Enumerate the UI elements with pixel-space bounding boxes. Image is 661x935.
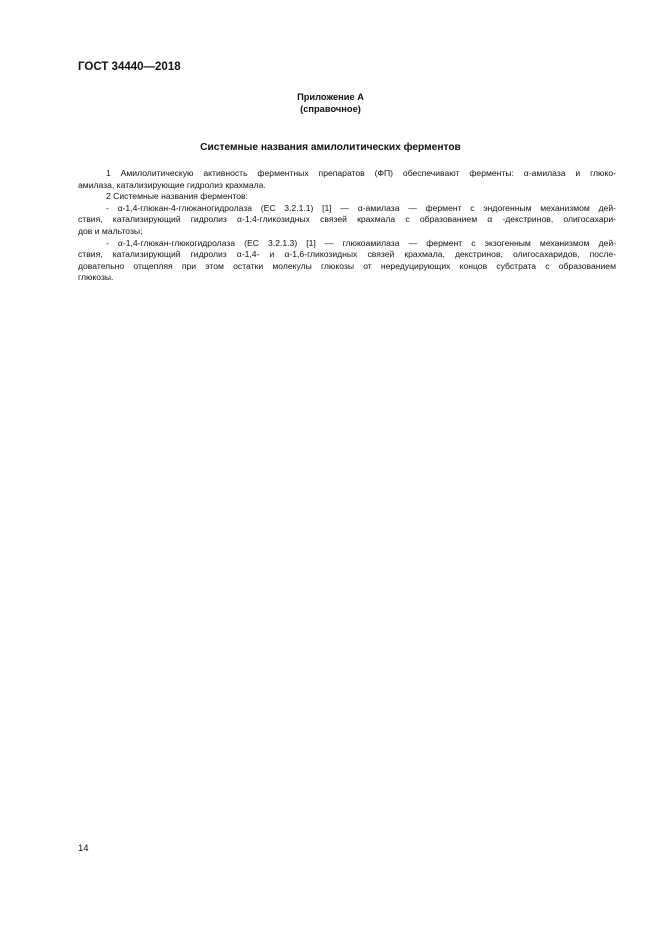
list-item-1-line-1: - α-1,4-глюкан-4-глюканогидролаза (ЕС 3.2.1.1) [1] — α-амилаза — фермент с эндогенным механизмом дей- bbox=[106, 202, 616, 213]
page-number: 14 bbox=[78, 843, 89, 854]
list-item-2-line-4: глюкозы. bbox=[78, 272, 114, 283]
document-body bbox=[78, 168, 616, 284]
appendix-type: (справочное) bbox=[300, 103, 361, 114]
appendix-heading bbox=[0, 92, 661, 115]
list-item-1-line-2: ствия, катализирующий гидролиз α-1,4-гликозидных связей крахмала с образованием α -декстринов, олигосахари- bbox=[78, 214, 616, 225]
list-item-2-line-3: довательно отщепляя при этом остатки молекулы глюкозы от нередуцирующих концов субстрата с образованием bbox=[78, 260, 616, 271]
document-header: ГОСТ 34440—2018 bbox=[78, 61, 181, 73]
list-item-1-line-3: дов и мальтозы; bbox=[78, 225, 143, 236]
list-item-2-line-1: - α-1,4-глюкан-глюкогидролаза (ЕС 3.2.1.3) [1] — глюкоамилаза — фермент с экзогенным механизмом дей- bbox=[106, 237, 616, 248]
list-item-2-line-2: ствия, катализирующий гидролиз α-1,4- и α-1,6-гликозидных связей крахмала, декстринов, олигосахаридов, после- bbox=[78, 249, 616, 260]
section-title: Системные названия амилолитических ферментов bbox=[200, 142, 461, 153]
paragraph-2-line-1: 2 Системные названия ферментов: bbox=[106, 191, 248, 202]
appendix-title: Приложение А bbox=[297, 92, 364, 102]
paragraph-1-line-2: амилаза, катализирующие гидролиз крахмала. bbox=[78, 179, 266, 190]
paragraph-1-line-1: 1 Амилолитическую активность ферментных препаратов (ФП) обеспечивают ферменты: α-амилаза и глюко- bbox=[106, 168, 616, 178]
